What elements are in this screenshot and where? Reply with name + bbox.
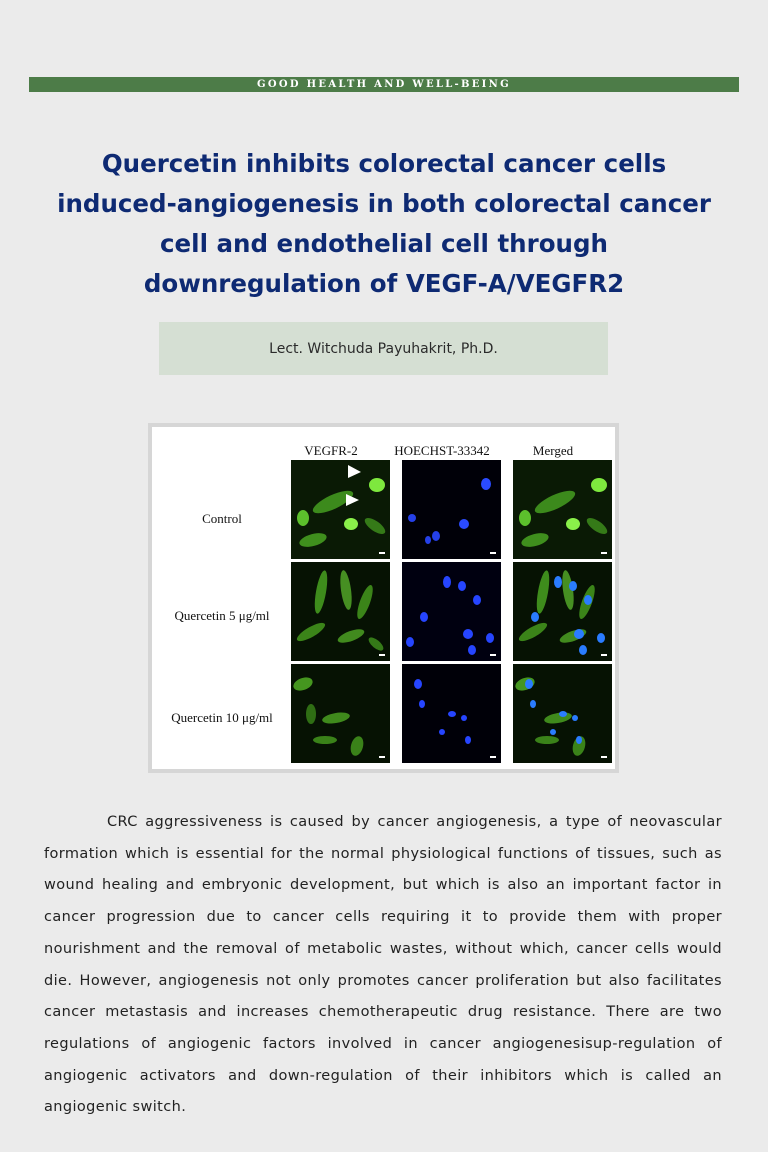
column-header-vegfr2: VEGFR-2: [304, 443, 358, 458]
panel-control-hoechst: [402, 460, 501, 559]
panel-control-merged: [513, 460, 612, 559]
panel-q5-merged: [513, 562, 612, 661]
row-label-quercetin-5: Quercetin 5 μg/ml: [174, 608, 270, 623]
section-banner: GOOD HEALTH AND WELL-BEING: [29, 77, 739, 92]
body-paragraph: CRC aggressiveness is caused by cancer angiogenesis, a type of neovascular formation which is essential for the normal physiological functions of tissues, such as wound healing and embryonic development, but which is also an important factor in cancer progression due to cancer cells requiring it to provide them with proper nourishment and the removal of metabolic wastes, without which, cancer cells would die. However, angiogenesis not only promotes cancer proliferation but also facilitates cancer metastasis and increases chemotherapeutic drug resistance. There are two regulations of angiogenic factors involved in cancer angiogenesisup-regulation of angiogenic activators and down-regulation of their inhibitors which is called an angiogenic switch.: [44, 814, 722, 1116]
panel-q10-vegfr2: [291, 664, 390, 763]
panel-q5-vegfr2: [291, 562, 390, 661]
panel-q10-hoechst: [402, 664, 501, 763]
column-header-hoechst: HOECHST-33342: [394, 443, 490, 458]
author-box: [159, 322, 608, 375]
panel-q10-merged: [513, 664, 612, 763]
row-label-quercetin-10: Quercetin 10 μg/ml: [171, 710, 273, 725]
panel-control-vegfr2: [291, 460, 390, 559]
author-name: Lect. Witchuda Payuhakrit, Ph.D.: [269, 340, 498, 357]
column-header-merged: Merged: [532, 443, 574, 458]
microscopy-figure: [148, 423, 619, 773]
article-title: Quercetin inhibits colorectal cancer cells induced-angiogenesis in both colorectal cancer cell and endothelial cell through downregulation of VEGF-A/VEGFR2: [57, 149, 711, 298]
row-label-control: Control: [202, 511, 242, 526]
panel-q5-hoechst: [402, 562, 501, 661]
